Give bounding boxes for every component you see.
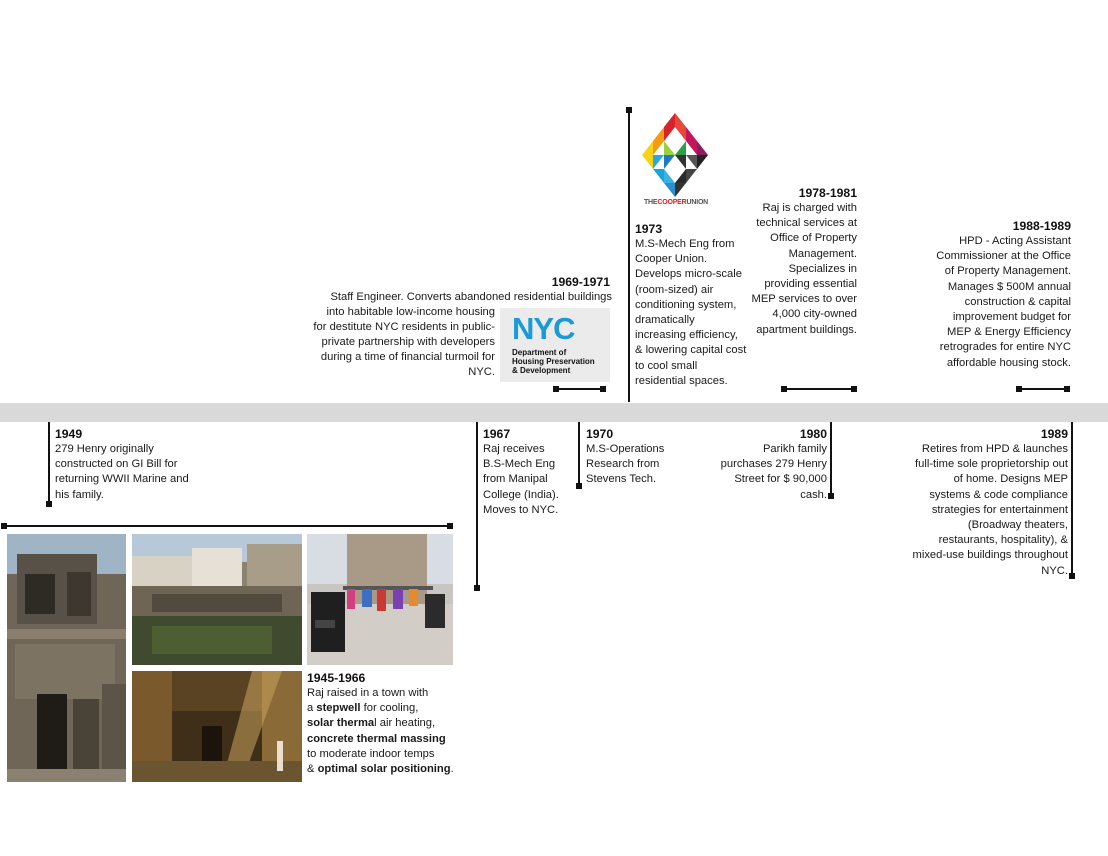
text-1945-1966 (307, 686, 467, 777)
text-1988-1989: HPD - Acting Assistant Commissioner at the Office of Property Management. Manages $ 500M annual construction & capital improvement budget for MEP & Energy Efficiency retrogrades for entire NYC affordable housing stock. (936, 235, 1071, 369)
text-1949: 279 Henry originally constructed on GI Bill for returning WWII Marine and his family. (55, 443, 189, 501)
text-bold: solar therma (307, 717, 375, 730)
text-1978-1981: Raj is charged with technical services at Office of Property Management. Specializes in providing essential MEP services to over 4,000 city-owned apartment buildings. (751, 202, 857, 336)
haveli-facade-photo (7, 534, 126, 782)
nyc-logo-caption (512, 348, 595, 375)
photo-group-bracket (3, 525, 452, 527)
text-1969-line3: for destitute NYC residents in public- (313, 321, 495, 333)
connector-dot (1016, 386, 1022, 392)
wordmark-part: COOPER (657, 199, 687, 206)
wordmark-part: UNION (686, 199, 709, 206)
connector-1973 (628, 110, 630, 402)
connector-dot (1069, 573, 1075, 579)
text-1969-line5: during a time of financial turmoil for (320, 351, 495, 363)
connector-dot (553, 386, 559, 392)
connector-dot (851, 386, 857, 392)
text-bold: stepwell (316, 702, 361, 715)
year-1989: 1989 (1040, 427, 1068, 441)
text-span: for cooling, (360, 702, 419, 715)
connector-1988 (1019, 388, 1068, 390)
connector-dot (1, 523, 7, 529)
text-span: . (450, 763, 454, 776)
cooper-union-mark (642, 113, 710, 197)
stepwell-photo (132, 534, 302, 665)
year-1969-1971: 1969-1971 (551, 275, 610, 289)
text-1969-line1: Staff Engineer. Converts abandoned residential buildings (330, 291, 612, 303)
wordmark-part: THE (643, 199, 658, 206)
text-1973: M.S-Mech Eng from Cooper Union. Develops micro-scale (room-sized) air conditioning system, dramatically increasing efficiency, & lowering capital cost to cool small residential spaces. (635, 238, 747, 387)
connector-dot (600, 386, 606, 392)
cooper-union-logo (642, 113, 710, 209)
year-1978-1981: 1978-1981 (798, 186, 857, 200)
text-span: a (307, 702, 317, 715)
year-1945-1966: 1945-1966 (307, 671, 366, 685)
text-1969-1971 (310, 290, 612, 384)
text-1970: M.S-Operations Research from Stevens Tech. (586, 443, 665, 486)
text-span: & (307, 763, 318, 776)
text-1969-line2: into habitable low-income housing (326, 306, 495, 318)
connector-dot (447, 523, 453, 529)
cooper-union-wordmark (642, 199, 710, 207)
text-line (307, 732, 467, 747)
logo-line: Housing Preservation (512, 357, 595, 366)
connector-dot (474, 585, 480, 591)
nyc-logo-mark: NYC (512, 311, 575, 346)
year-1967: 1967 (483, 427, 511, 441)
text-bold: concrete thermal massing (307, 732, 446, 745)
text-1980: Parikh family purchases 279 Henry Street for $ 90,000 cash. (720, 443, 827, 501)
connector-1980 (830, 422, 832, 496)
nyc-hpd-logo (500, 308, 610, 382)
text-span: l air heating, (374, 717, 436, 730)
year-1973: 1973 (635, 222, 663, 236)
text-line (307, 701, 467, 716)
logo-line: & Development (512, 366, 571, 375)
text-line: Raj raised in a town with (307, 687, 429, 699)
connector-dot (781, 386, 787, 392)
logo-line: Department of (512, 348, 567, 357)
year-1970: 1970 (586, 427, 614, 441)
text-line: to moderate indoor temps (307, 747, 435, 760)
connector-dot (626, 107, 632, 113)
connector-1978 (784, 388, 854, 390)
text-1969-line4: private partnership with developers (321, 336, 495, 348)
connector-1970 (578, 422, 580, 486)
connector-dot (1064, 386, 1070, 392)
stepwell-interior-photo (132, 671, 302, 782)
text-1969-line6: NYC. (468, 366, 495, 378)
connector-dot (46, 501, 52, 507)
year-1949: 1949 (55, 427, 83, 441)
text-1967: Raj receives B.S-Mech Eng from Manipal College (India). Moves to NYC. (483, 443, 559, 516)
text-line (307, 716, 467, 731)
connector-1967 (476, 422, 478, 588)
text-line (307, 762, 467, 777)
connector-dot (828, 493, 834, 499)
year-1980: 1980 (799, 427, 827, 441)
rooftop-photo (307, 534, 453, 665)
connector-dot (576, 483, 582, 489)
connector-1969 (556, 388, 603, 390)
connector-1949 (48, 422, 50, 504)
text-bold: optimal solar positioning (317, 763, 451, 776)
text-1989: Retires from HPD & launches full-time sole proprietorship out of home. Designs MEP systems & code compliance strategies for entertainment (Broadway theaters, restaurants, hospitality), & mixed-use buildings throughout NYC. (912, 443, 1068, 577)
year-1988-1989: 1988-1989 (1012, 219, 1071, 233)
connector-1989 (1071, 422, 1073, 576)
timeline-band (0, 403, 1108, 422)
